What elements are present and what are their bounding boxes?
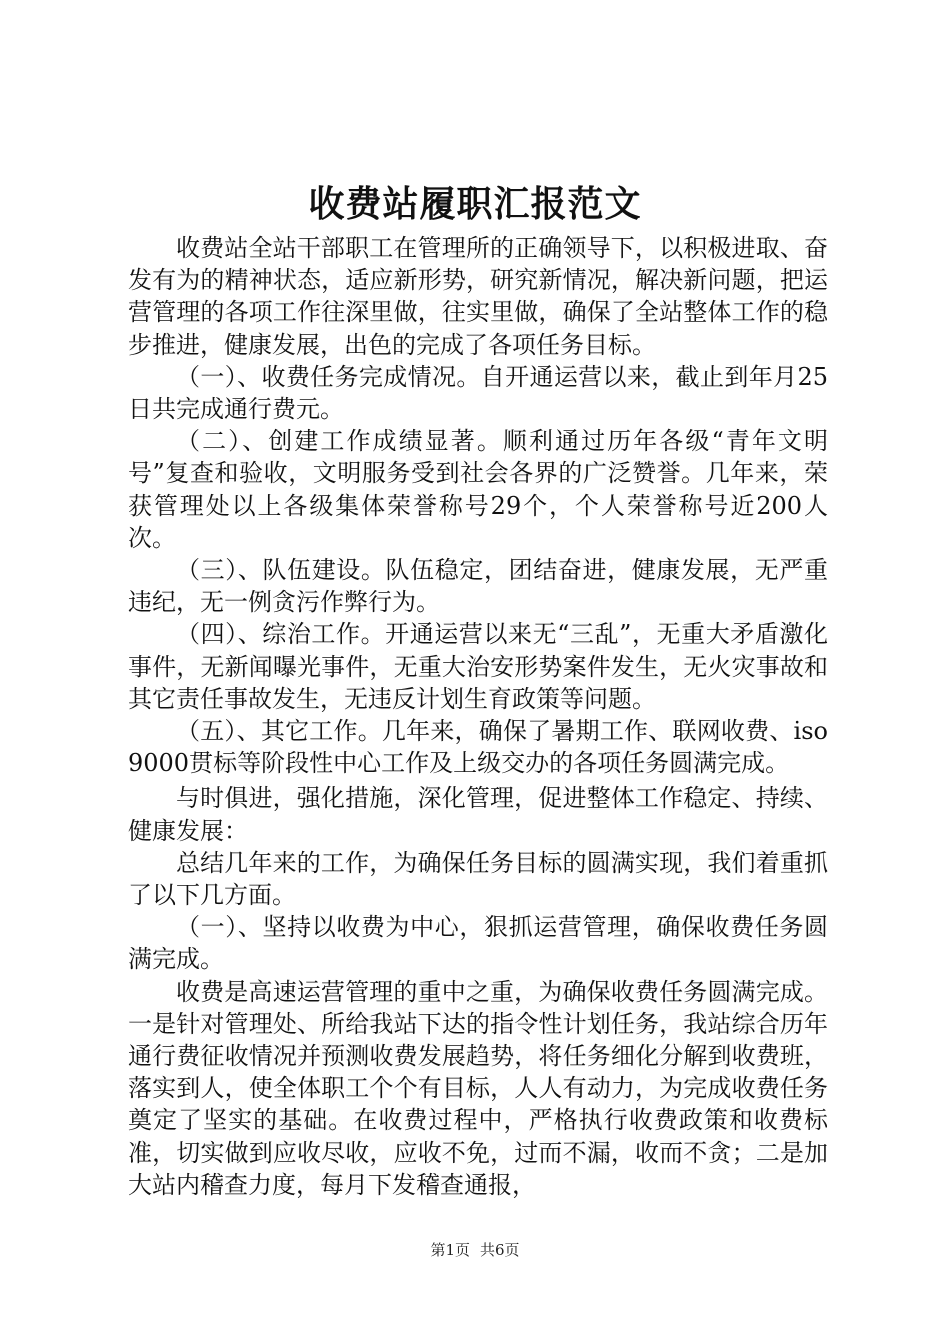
- paragraph-team-building: （三）、队伍建设。队伍稳定，团结奋进，健康发展，无严重违纪，无一例贪污作弊行为。: [128, 556, 828, 617]
- paragraph-section-one: （一）、坚持以收费为中心，狠抓运营管理，确保收费任务圆满完成。: [128, 913, 828, 974]
- paragraph-creation-work: （二）、创建工作成绩显著。顺利通过历年各级“青年文明号”复查和验收，文明服务受到社会各界的广泛赞誉。几年来，荣获管理处以上各级集体荣誉称号29个，个人荣誉称号近200人次。: [128, 427, 828, 552]
- paragraph-summary: 总结几年来的工作，为确保任务目标的圆满实现，我们着重抓了以下几方面。: [128, 848, 828, 910]
- paragraph-other-work: （五）、其它工作。几年来，确保了暑期工作、联网收费、iso9000贯标等阶段性中心工作及上级交办的各项任务圆满完成。: [128, 717, 828, 778]
- page-footer: [0, 1240, 950, 1260]
- document-body: [128, 232, 828, 1201]
- paragraph-public-security: （四）、综治工作。开通运营以来无“三乱”，无重大矛盾激化事件，无新闻曝光事件，无重大治安形势案件发生，无火灾事故和其它责任事故发生，无违反计划生育政策等问题。: [128, 620, 828, 713]
- page-number-current: 第1页: [430, 1241, 470, 1259]
- document-title: 收费站履职汇报范文: [308, 183, 642, 225]
- paragraph-keep-pace: 与时俱进，强化措施，深化管理，促进整体工作稳定、持续、健康发展：: [128, 784, 828, 845]
- paragraph-toll-detail: 收费是高速运营管理的重中之重，为确保收费任务圆满完成。一是针对管理处、所给我站下达的指令性计划任务，我站综合历年通行费征收情况并预测收费发展趋势，将任务细化分解到收费班，落实到人，使全体职工个个有目标，人人有动力，为完成收费任务奠定了坚实的基础。在收费过程中，严格执行收费政策和收费标准，切实做到应收尽收，应收不免，过而不漏，收而不贪；二是加大站内稽查力度，每月下发稽查通报，: [128, 977, 828, 1199]
- page-number-total: 共6页: [480, 1241, 520, 1259]
- paragraph-intro: 收费站全站干部职工在管理所的正确领导下，以积极进取、奋发有为的精神状态，适应新形势，研究新情况，解决新问题，把运营管理的各项工作往深里做，往实里做，确保了全站整体工作的稳步推进，健康发展，出色的完成了各项任务目标。: [128, 234, 828, 359]
- paragraph-toll-task: （一）、收费任务完成情况。自开通运营以来，截止到年月25日共完成通行费元。: [128, 362, 828, 424]
